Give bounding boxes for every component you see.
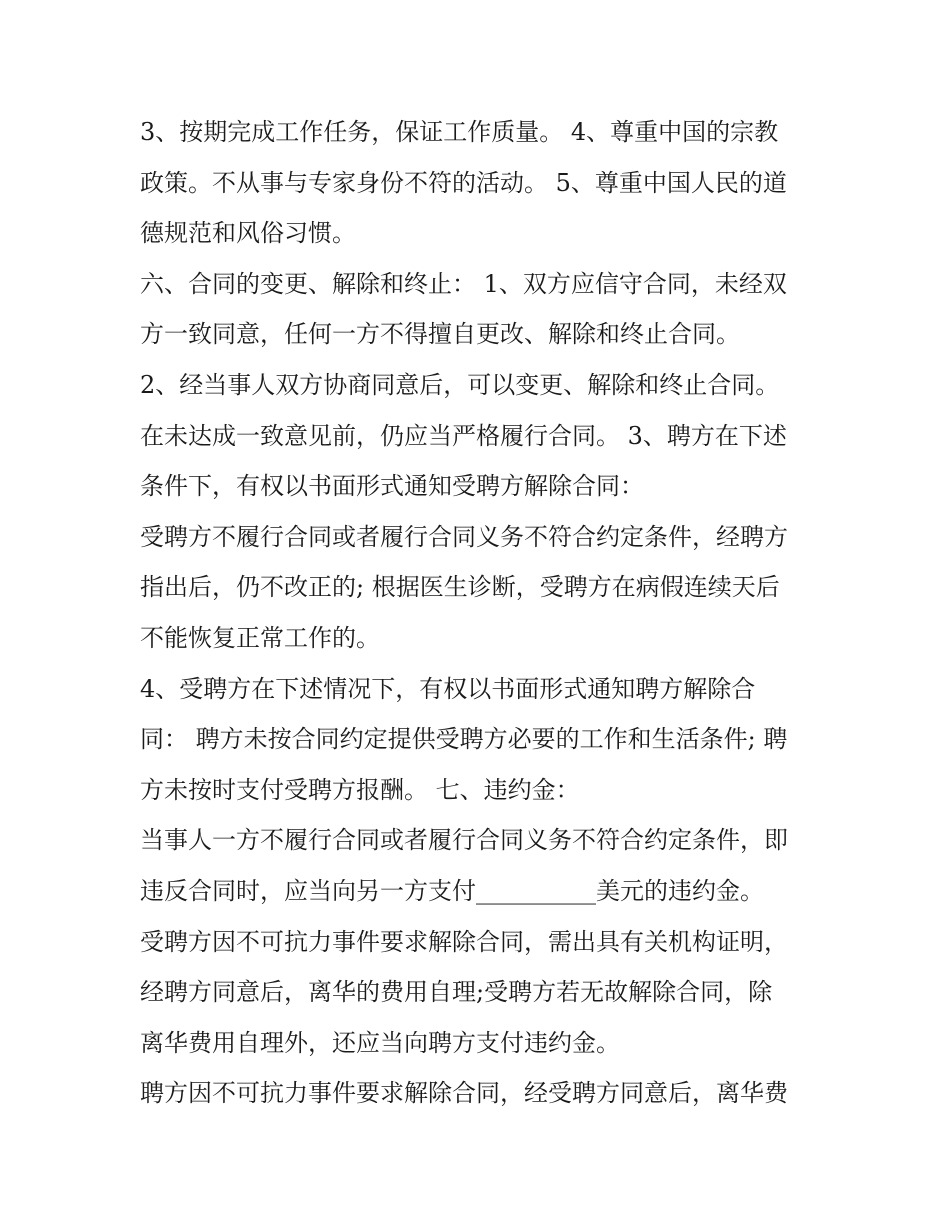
text-line: 受聘方因不可抗力事件要求解除合同，需出具有关机构证明， [140, 927, 788, 956]
text-line: 受聘方不履行合同或者履行合同义务不符合约定条件，经聘方 [140, 522, 788, 551]
text-line: 当事人一方不履行合同或者履行合同义务不符合约定条件，即 [140, 826, 788, 855]
text-line: 方未按时支付受聘方报酬。 七、违约金： [140, 775, 580, 804]
text-line: 条件下，有权以书面形式通知受聘方解除合同： [140, 472, 644, 501]
text-line: 德规范和风俗习惯。 [140, 219, 356, 248]
text-line: 3、按期完成工作任务，保证工作质量。 4、尊重中国的宗教 [140, 118, 779, 146]
text-line: 经聘方同意后，离华的费用自理;受聘方若无故解除合同，除 [140, 978, 773, 1007]
text-line: 在未达成一致意见前，仍应当严格履行合同。 3、聘方在下述 [140, 421, 787, 450]
text-line: 2、经当事人双方协商同意后，可以变更、解除和终止合同。 [140, 370, 780, 399]
text-line: 聘方因不可抗力事件要求解除合同，经受聘方同意后，离华费 [140, 1079, 788, 1108]
text-line: 政策。不从事与专家身份不符的活动。 5、尊重中国人民的道 [140, 168, 787, 197]
text-line: 违反合同时，应当向另一方支付__________美元的违约金。 [140, 876, 764, 905]
text-line: 同： 聘方未按合同约定提供受聘方必要的工作和生活条件; 聘 [140, 725, 788, 754]
text-line: 不能恢复正常工作的。 [140, 623, 380, 652]
text-line: 指出后，仍不改正的; 根据医生诊断，受聘方在病假连续天后 [140, 573, 780, 602]
text-line: 4、受聘方在下述情况下，有权以书面形式通知聘方解除合 [140, 674, 756, 703]
text-line: 离华费用自理外，还应当向聘方支付违约金。 [140, 1028, 620, 1057]
document-body [140, 107, 830, 1119]
text-line: 方一致同意，任何一方不得擅自更改、解除和终止合同。 [140, 320, 740, 349]
text-line: 六、合同的变更、解除和终止： 1、双方应信守合同，未经双 [140, 269, 787, 298]
